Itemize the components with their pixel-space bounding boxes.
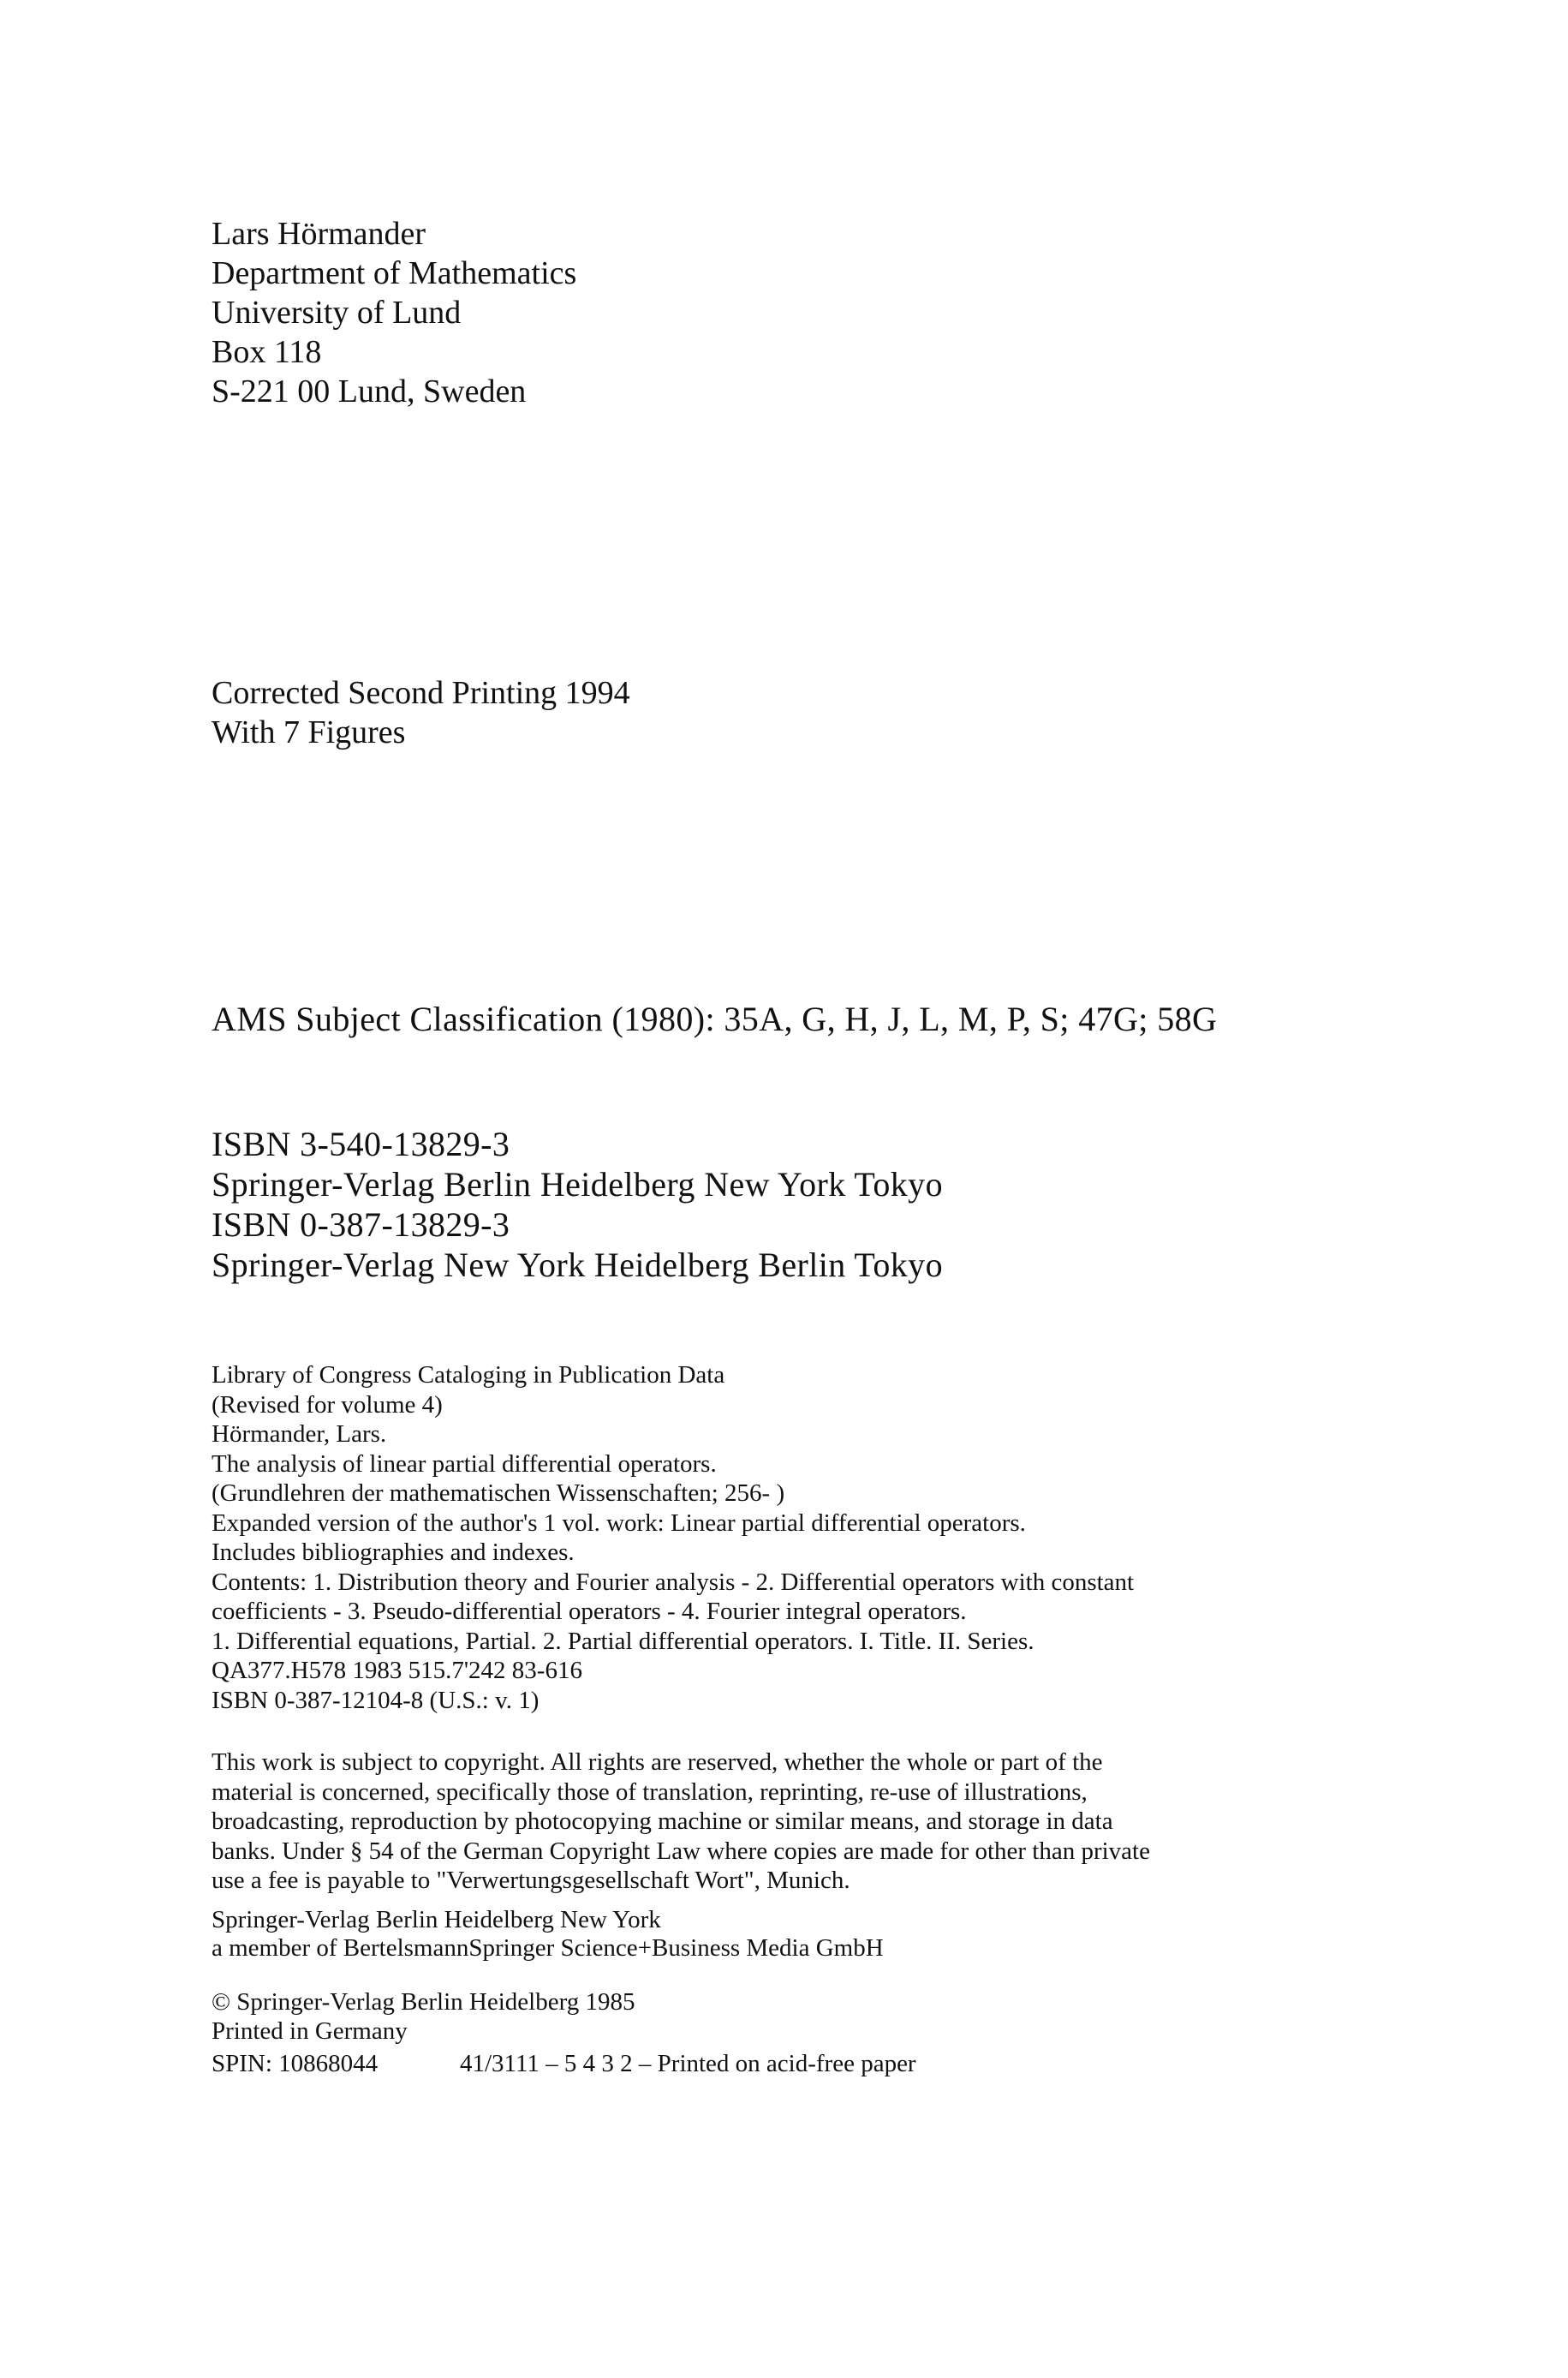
cip-line: (Revised for volume 4) (212, 1390, 443, 1419)
printing-figures: With 7 Figures (212, 714, 406, 750)
author-university: University of Lund (212, 295, 462, 331)
cip-line: Includes bibliographies and indexes. (212, 1539, 575, 1566)
cip-line: Expanded version of the author's 1 vol. work: Linear partial differential operators. (212, 1509, 1026, 1537)
copyright-notice-block (212, 1748, 1150, 1896)
cip-line: (Grundlehren der mathematischen Wissenschaften; 256- ) (212, 1479, 785, 1507)
author-name: Lars Hörmander (212, 216, 426, 252)
cip-data-block (212, 1360, 1134, 1715)
copyright-notice-line: This work is subject to copyright. All rights are reserved, whether the whole or part of the (212, 1748, 1103, 1776)
author-department: Department of Mathematics (212, 255, 577, 291)
publisher-block (212, 1906, 884, 1963)
copyright-holder: © Springer-Verlag Berlin Heidelberg 1985 (212, 1988, 635, 2016)
cip-line: 1. Differential equations, Partial. 2. Partial differential operators. I. Title. II. Series. (212, 1627, 1034, 1655)
isbn-1-publisher: Springer-Verlag Berlin Heidelberg New York Tokyo (212, 1165, 943, 1204)
cip-line: Library of Congress Cataloging in Publication Data (212, 1361, 725, 1389)
copyright-block (212, 1987, 635, 2046)
isbn-block (212, 1124, 943, 1285)
ams-classification (212, 999, 1217, 1040)
printing-edition: Corrected Second Printing 1994 (212, 675, 630, 711)
isbn-2-publisher: Springer-Verlag New York Heidelberg Berlin Tokyo (212, 1246, 943, 1284)
cip-line: Hörmander, Lars. (212, 1420, 387, 1448)
spin-block (212, 2049, 916, 2078)
spin-id: SPIN: 10868044 (212, 2050, 379, 2077)
printed-in: Printed in Germany (212, 2017, 408, 2045)
cip-line: QA377.H578 1983 515.7'242 83-616 (212, 1657, 582, 1684)
cip-line: The analysis of linear partial differential operators. (212, 1449, 717, 1478)
printing-info-block (212, 673, 630, 752)
copyright-notice-line: banks. Under § 54 of the German Copyright Law where copies are made for other than private (212, 1837, 1150, 1865)
copyright-notice-line: broadcasting, reproduction by photocopying machine or similar means, and storage in data (212, 1807, 1113, 1835)
author-box: Box 118 (212, 334, 322, 370)
cip-line: Contents: 1. Distribution theory and Fourier analysis - 2. Differential operators with constant (212, 1568, 1135, 1596)
ams-classification-text: AMS Subject Classification (1980): 35A, G, H, J, L, M, P, S; 47G; 58G (212, 1000, 1218, 1038)
isbn-2: ISBN 0-387-13829-3 (212, 1205, 510, 1244)
author-city: S-221 00 Lund, Sweden (212, 373, 527, 409)
copyright-notice-line: material is concerned, specifically those of translation, reprinting, re-use of illustrations, (212, 1778, 1088, 1806)
cip-line: coefficients - 3. Pseudo-differential operators - 4. Fourier integral operators. (212, 1598, 967, 1625)
copyright-notice-line: use a fee is payable to "Verwertungsgesellschaft Wort", Munich. (212, 1867, 850, 1894)
print-code: 41/3111 – 5 4 3 2 – Printed on acid-free paper (460, 2050, 916, 2077)
isbn-1: ISBN 3-540-13829-3 (212, 1125, 510, 1163)
publisher-name: Springer-Verlag Berlin Heidelberg New York (212, 1906, 661, 1933)
author-address-block (212, 214, 576, 411)
publisher-membership: a member of BertelsmannSpringer Science+Business Media GmbH (212, 1934, 884, 1962)
cip-line: ISBN 0-387-12104-8 (U.S.: v. 1) (212, 1686, 540, 1714)
